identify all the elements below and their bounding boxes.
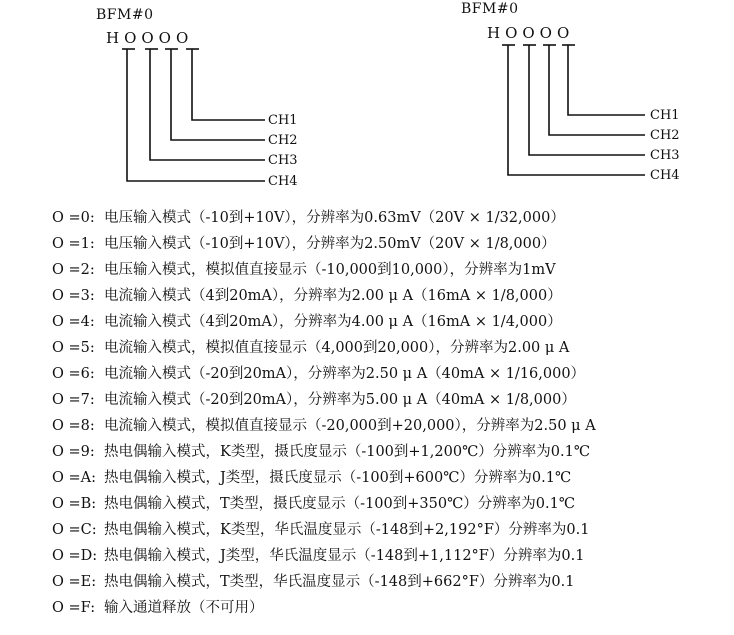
mode-text: 电压输入模式（-10到+10V），分辨率为0.63mV（20V × 1/32,000）: [104, 210, 565, 226]
mode-row-3: [52, 283, 596, 309]
mode-row-9: [52, 439, 596, 465]
right-ch1-label: CH1: [650, 108, 680, 123]
mode-text: 电流输入模式，模拟值直接显示（-20,000到+20,000），分辨率为2.50 μ A: [104, 418, 596, 434]
mode-row-a: [52, 465, 596, 491]
mode-key: O =5:: [52, 340, 95, 356]
mode-key: O =A:: [52, 470, 97, 486]
mode-row-e: [52, 569, 596, 595]
left-diagram-title: BFM#0: [96, 7, 154, 23]
mode-key: O =1:: [52, 236, 95, 252]
left-ch3-label: CH3: [268, 153, 298, 168]
mode-row-b: [52, 491, 596, 517]
mode-key: O =F:: [52, 600, 96, 616]
mode-key: O =9:: [52, 444, 95, 460]
mode-row-6: [52, 361, 596, 387]
right-ch2-label: CH2: [650, 128, 680, 143]
mode-text: 热电偶输入模式，J类型，华氏温度显示（-148到+1,112°F）分辨率为0.1: [104, 548, 585, 564]
mode-row-8: [52, 413, 596, 439]
mode-text: 电流输入模式，模拟值直接显示（4,000到20,000），分辨率为2.00 μ A: [104, 340, 570, 356]
mode-text: 电压输入模式，模拟值直接显示（-10,000到10,000），分辨率为1mV: [104, 262, 556, 278]
mode-list: [52, 205, 596, 621]
mode-key: O =6:: [52, 366, 95, 382]
mode-text: 输入通道释放（不可用）: [104, 600, 264, 616]
mode-row-f: [52, 595, 596, 621]
right-line-ch1: [568, 45, 645, 115]
mode-row-c: [52, 517, 596, 543]
left-ch2-label: CH2: [268, 133, 298, 148]
mode-text: 电流输入模式（4到20mA），分辨率为4.00 μ A（16mA × 1/4,000）: [104, 314, 562, 330]
mode-text: 热电偶输入模式，J类型，摄氏度显示（-100到+600℃）分辨率为0.1℃: [104, 470, 572, 486]
right-ch3-label: CH3: [650, 148, 680, 163]
right-ch4-label: CH4: [650, 168, 680, 183]
mode-text: 电流输入模式（4到20mA），分辨率为2.00 μ A（16mA × 1/8,000）: [104, 288, 562, 304]
mode-key: O =0:: [52, 210, 95, 226]
left-line-ch3: [150, 49, 265, 160]
mode-text: 电流输入模式（-20到20mA），分辨率为2.50 μ A（40mA × 1/16,000）: [104, 366, 586, 382]
mode-text: 电流输入模式（-20到20mA），分辨率为5.00 μ A（40mA × 1/8,000）: [104, 392, 576, 408]
mode-key: O =4:: [52, 314, 95, 330]
mode-text: 热电偶输入模式，T类型，华氏温度显示（-148到+662°F）分辨率为0.1: [104, 574, 575, 590]
left-line-ch1: [192, 49, 265, 120]
left-ch4-label: CH4: [268, 174, 298, 189]
mode-row-7: [52, 387, 596, 413]
left-diagram-code: HOOOO: [106, 29, 194, 47]
mode-key: O =3:: [52, 288, 95, 304]
mode-text: 电压输入模式（-10到+10V），分辨率为2.50mV（20V × 1/8,000）: [104, 236, 556, 252]
right-diagram-code: HOOOO: [487, 24, 575, 42]
mode-key: O =B:: [52, 496, 97, 512]
mode-row-1: [52, 231, 596, 257]
right-line-ch2: [549, 45, 645, 135]
mode-key: O =7:: [52, 392, 95, 408]
right-diagram-title: BFM#0: [461, 1, 519, 17]
mode-key: O =C:: [52, 522, 97, 538]
mode-row-d: [52, 543, 596, 569]
left-line-ch2: [171, 49, 265, 140]
mode-row-5: [52, 335, 596, 361]
mode-key: O =8:: [52, 418, 95, 434]
mode-key: O =2:: [52, 262, 95, 278]
mode-text: 热电偶输入模式，K类型，摄氏度显示（-100到+1,200℃）分辨率为0.1℃: [104, 444, 591, 460]
right-line-ch3: [529, 45, 645, 155]
mode-text: 热电偶输入模式，T类型，摄氏度显示（-100到+350℃）分辨率为0.1℃: [104, 496, 576, 512]
mode-row-4: [52, 309, 596, 335]
mode-row-2: [52, 257, 596, 283]
mode-key: O =E:: [52, 574, 97, 590]
mode-key: O =D:: [52, 548, 98, 564]
mode-text: 热电偶输入模式，K类型，华氏温度显示（-148到+2,192°F）分辨率为0.1: [104, 522, 590, 538]
left-line-ch4: [127, 49, 265, 181]
left-ch1-label: CH1: [268, 113, 298, 128]
mode-row-0: [52, 205, 596, 231]
